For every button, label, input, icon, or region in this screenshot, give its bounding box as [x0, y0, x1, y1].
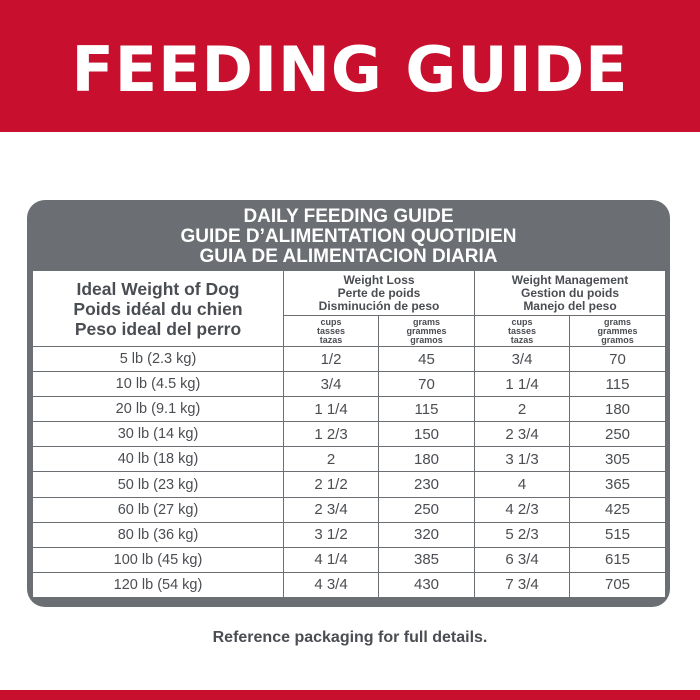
weight-cell: 30 lb (14 kg) — [33, 422, 284, 447]
card-title-line: GUIA DE ALIMENTACION DIARIA — [199, 246, 498, 267]
table-row — [33, 397, 666, 422]
weight-management-grams-cell: 515 — [570, 522, 666, 547]
group-header-line: Gestion du poids — [521, 285, 619, 300]
weight-loss-grams-cell: 115 — [379, 397, 475, 422]
weight-management-grams-cell: 250 — [570, 422, 666, 447]
weight-management-cups-cell: 3/4 — [475, 347, 570, 372]
weight-management-header — [475, 271, 666, 316]
group-header-line: Perte de poids — [337, 285, 421, 300]
weight-header-line: Poids idéal du chien — [73, 298, 243, 319]
weight-loss-grams-cell: 320 — [379, 522, 475, 547]
weight-management-cups-cell: 1 1/4 — [475, 372, 570, 397]
table-row — [33, 472, 666, 497]
unit-line: tasses — [316, 325, 346, 336]
weight-loss-cups-cell: 2 — [284, 447, 379, 472]
weight-loss-cups-cell: 1 1/4 — [284, 397, 379, 422]
weight-loss-grams-cell: 180 — [379, 447, 475, 472]
table-row — [33, 547, 666, 572]
card-title-line: GUIDE D’ALIMENTATION QUOTIDIEN — [180, 226, 517, 247]
weight-management-grams-cell: 705 — [570, 572, 666, 597]
weight-loss-grams-cell: 385 — [379, 547, 475, 572]
weight-loss-grams-cell: 250 — [379, 497, 475, 522]
weight-loss-cups-cell: 3 1/2 — [284, 522, 379, 547]
weight-loss-grams-cell: 70 — [379, 372, 475, 397]
weight-management-cups-cell: 6 3/4 — [475, 547, 570, 572]
grams-unit-header — [570, 316, 666, 347]
unit-line: tazas — [510, 334, 534, 345]
footer-note: Reference packaging for full details. — [212, 629, 488, 646]
unit-line: gramos — [410, 334, 443, 345]
weight-management-cups-cell: 4 2/3 — [475, 497, 570, 522]
weight-cell: 120 lb (54 kg) — [33, 572, 284, 597]
weight-management-cups-cell: 4 — [475, 472, 570, 497]
unit-line: tazas — [319, 334, 343, 345]
group-header-line: Weight Loss — [343, 272, 415, 287]
weight-header-line: Peso ideal del perro — [74, 318, 242, 339]
page-title: FEEDING GUIDE — [71, 32, 629, 106]
grams-unit-header — [379, 316, 475, 347]
weight-management-cups-cell: 2 — [475, 397, 570, 422]
weight-cell: 10 lb (4.5 kg) — [33, 372, 284, 397]
weight-loss-grams-cell: 230 — [379, 472, 475, 497]
weight-management-grams-cell: 180 — [570, 397, 666, 422]
weight-loss-cups-cell: 1 2/3 — [284, 422, 379, 447]
table-row — [33, 572, 666, 597]
weight-management-cups-cell: 2 3/4 — [475, 422, 570, 447]
weight-cell: 20 lb (9.1 kg) — [33, 397, 284, 422]
weight-loss-cups-cell: 1/2 — [284, 347, 379, 372]
weight-loss-header — [284, 271, 475, 316]
unit-line: cups — [320, 316, 342, 327]
weight-loss-cups-cell: 4 3/4 — [284, 572, 379, 597]
unit-line: tasses — [507, 325, 537, 336]
weight-management-cups-cell: 3 1/3 — [475, 447, 570, 472]
weight-management-grams-cell: 305 — [570, 447, 666, 472]
weight-loss-grams-cell: 150 — [379, 422, 475, 447]
unit-line: grammes — [597, 325, 638, 336]
weight-management-grams-cell: 425 — [570, 497, 666, 522]
weight-loss-cups-cell: 2 1/2 — [284, 472, 379, 497]
weight-header-line: Ideal Weight of Dog — [76, 278, 240, 299]
table-row — [33, 372, 666, 397]
group-header-line: Disminución de peso — [318, 298, 440, 313]
table-row — [33, 447, 666, 472]
weight-management-grams-cell: 615 — [570, 547, 666, 572]
card-title — [27, 200, 670, 272]
weight-loss-cups-cell: 2 3/4 — [284, 497, 379, 522]
feeding-table — [32, 270, 666, 598]
weight-loss-grams-cell: 430 — [379, 572, 475, 597]
group-header-line: Weight Management — [511, 272, 629, 287]
header-banner — [0, 0, 700, 132]
weight-cell: 80 lb (36 kg) — [33, 522, 284, 547]
table-row — [33, 422, 666, 447]
card-title-line: DAILY FEEDING GUIDE — [243, 206, 454, 227]
bottom-red-bar — [0, 690, 700, 700]
weight-cell: 100 lb (45 kg) — [33, 547, 284, 572]
group-header-line: Manejo del peso — [523, 298, 617, 313]
weight-cell: 50 lb (23 kg) — [33, 472, 284, 497]
weight-cell: 60 lb (27 kg) — [33, 497, 284, 522]
unit-line: grams — [412, 316, 440, 327]
weight-loss-grams-cell: 45 — [379, 347, 475, 372]
weight-management-grams-cell: 70 — [570, 347, 666, 372]
table-row — [33, 497, 666, 522]
unit-line: cups — [511, 316, 533, 327]
weight-cell: 40 lb (18 kg) — [33, 447, 284, 472]
unit-line: gramos — [601, 334, 634, 345]
weight-column-header — [33, 271, 284, 347]
weight-management-cups-cell: 7 3/4 — [475, 572, 570, 597]
weight-loss-cups-cell: 3/4 — [284, 372, 379, 397]
weight-management-cups-cell: 5 2/3 — [475, 522, 570, 547]
unit-line: grams — [603, 316, 631, 327]
weight-loss-cups-cell: 4 1/4 — [284, 547, 379, 572]
table-row — [33, 347, 666, 372]
weight-cell: 5 lb (2.3 kg) — [33, 347, 284, 372]
unit-line: grammes — [406, 325, 447, 336]
weight-management-grams-cell: 365 — [570, 472, 666, 497]
table-row — [33, 522, 666, 547]
cups-unit-header — [284, 316, 379, 347]
feeding-guide-card — [27, 200, 670, 607]
cups-unit-header — [475, 316, 570, 347]
weight-management-grams-cell: 115 — [570, 372, 666, 397]
